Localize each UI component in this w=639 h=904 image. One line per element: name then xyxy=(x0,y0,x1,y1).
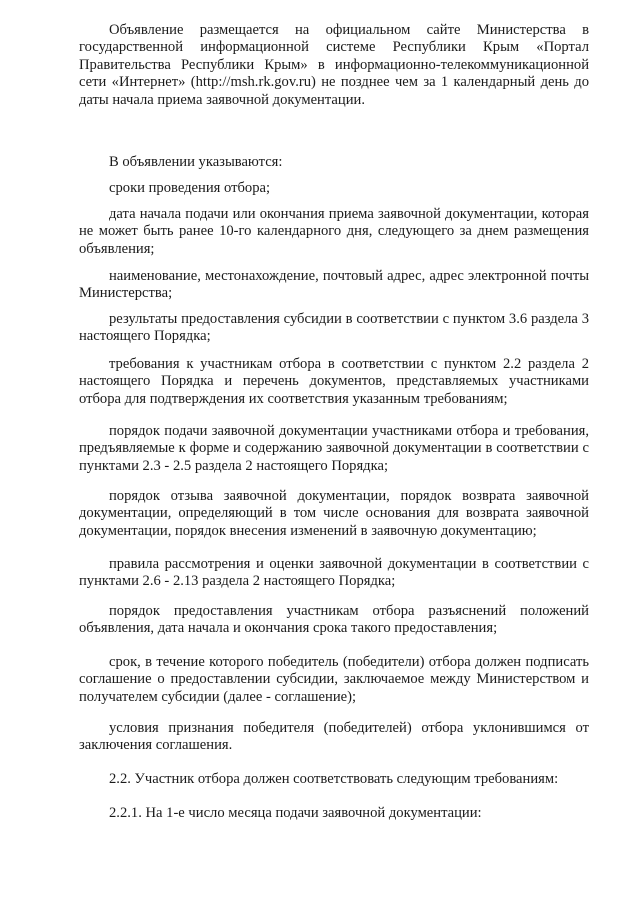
paragraph-announcement-contents: В объявлении указываются: xyxy=(109,154,283,170)
paragraph-submission-dates: дата начала подачи или окончания приема заявочной документации, которая не может быть ранее 10-го календарного дня, следующего за днем размещения объявления; xyxy=(79,206,589,257)
paragraph-section-2-2: 2.2. Участник отбора должен соответствовать следующим требованиям: xyxy=(109,771,559,787)
paragraph-clarifications: порядок предоставления участникам отбора разъяснений положений объявления, дата начала и окончания срока такого предоставления; xyxy=(79,603,589,637)
paragraph-submission-procedure: порядок подачи заявочной документации участниками отбора и требования, предъявляемые к форме и содержанию заявочной документации в соответствии с пунктами 2.3 - 2.5 раздела 2 настоящего Порядка; xyxy=(79,423,589,474)
paragraph-participant-requirements: требования к участникам отбора в соответствии с пунктом 2.2 раздела 2 настоящего Порядка и перечень документов, представляемых участниками отбора для подтверждения их соответствия указанным требованиям; xyxy=(79,356,589,407)
paragraph-selection-terms: сроки проведения отбора; xyxy=(109,180,271,196)
paragraph-section-2-2-1: 2.2.1. На 1-е число месяца подачи заявочной документации: xyxy=(109,805,482,821)
paragraph-subsidy-results: результаты предоставления субсидии в соответствии с пунктом 3.6 раздела 3 настоящего Порядка; xyxy=(79,311,589,345)
paragraph-agreement-deadline: срок, в течение которого победитель (победители) отбора должен подписать соглашение о предоставлении субсидии, заключаемое между Министерством и получателем субсидии (далее - соглашение); xyxy=(79,654,589,705)
paragraph-evaluation-rules: правила рассмотрения и оценки заявочной документации в соответствии с пунктами 2.6 - 2.13 раздела 2 настоящего Порядка; xyxy=(79,556,589,590)
paragraph-withdrawal-procedure: порядок отзыва заявочной документации, порядок возврата заявочной документации, определяющий в том числе основания для возврата заявочной документации, порядок внесения изменений в заявочную документацию; xyxy=(79,488,589,539)
paragraph-announcement-placement: Объявление размещается на официальном сайте Министерства в государственной информационной системе Республики Крым «Портал Правительства Республики Крым» в информационно-телекоммуникационной сети «Интернет» (http://msh.rk.gov.ru) не позднее чем за 1 календарный день до даты начала приема заявочной документации. xyxy=(79,22,589,108)
paragraph-evasion-conditions: условия признания победителя (победителей) отбора уклонившимся от заключения соглашения. xyxy=(79,720,589,754)
paragraph-ministry-contacts: наименование, местонахождение, почтовый адрес, адрес электронной почты Министерства; xyxy=(79,268,589,302)
